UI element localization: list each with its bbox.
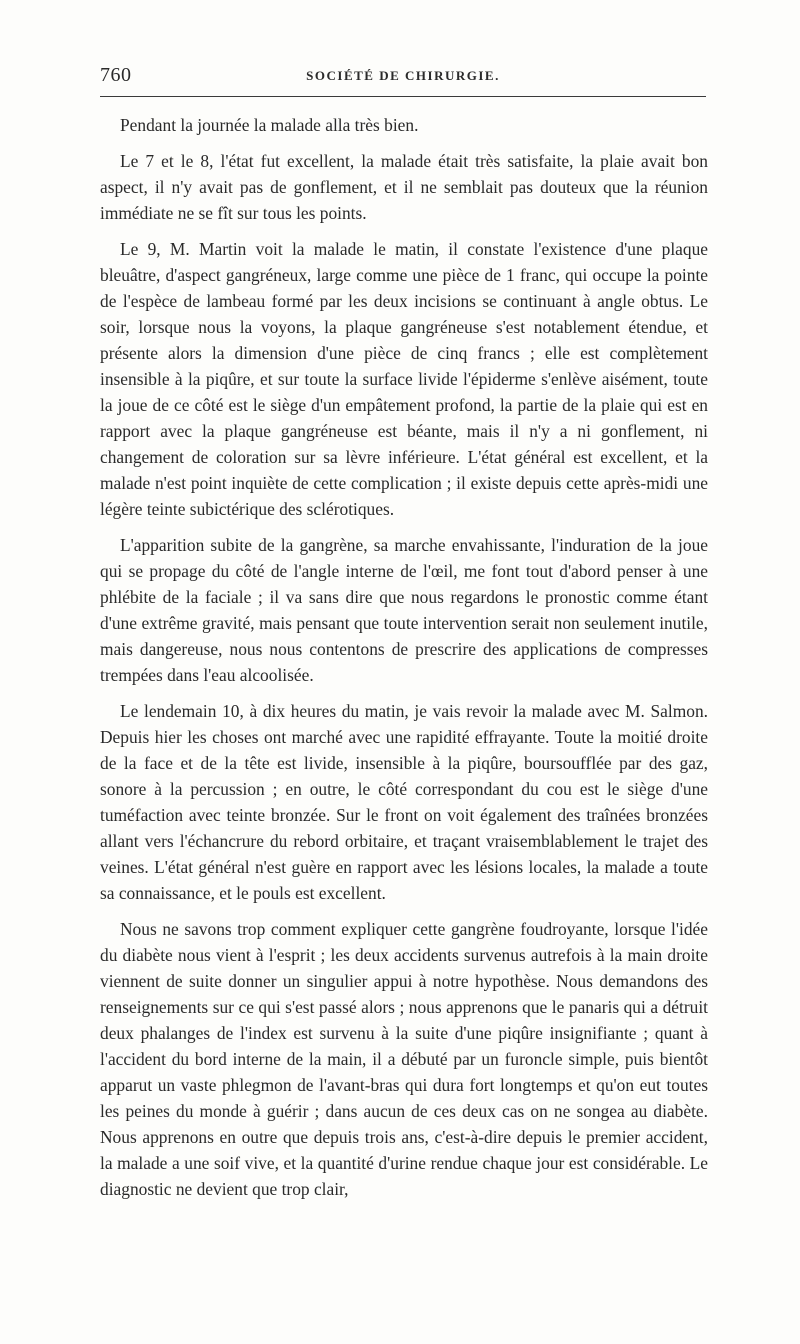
page-header (100, 64, 706, 88)
running-head: SOCIÉTÉ DE CHIRURGIE. (306, 68, 500, 83)
body-text (100, 112, 708, 1212)
paragraph: L'apparition subite de la gangrène, sa marche envahissante, l'induration de la joue qui se propage du côté de l'angle interne de l'œil, me font tout d'abord penser à une phlébite de la faciale ; il va sans dire que nous regardons le pronostic comme étant d'une extrême gravité, mais pensant que toute intervention serait non seulement inutile, mais dangereuse, nous nous contentons de prescrire des applications de compresses trempées dans l'eau alcoolisée. (100, 535, 708, 685)
paragraph: Nous ne savons trop comment expliquer cette gangrène foudroyante, lorsque l'idée du diabète nous vient à l'esprit ; les deux accidents survenus autrefois à la main droite viennent de suite donner un singulier appui à notre hypothèse. Nous demandons des renseignements sur ce qui s'est passé alors ; nous apprenons que le panaris qui a détruit deux phalanges de l'index est survenu à la suite d'une piqûre insignifiante ; quant à l'accident du bord interne de la main, il a débuté par un furoncle simple, puis bientôt apparut un vaste phlegmon de l'avant-bras qui dura fort longtemps et qu'on eut toutes les peines du monde à guérir ; dans aucun de ces deux cas on ne songea au diabète. Nous apprenons en outre que depuis trois ans, c'est-à-dire depuis le premier accident, la malade a une soif vive, et la quantité d'urine rendue chaque jour est considérable. Le diagnostic ne devient que trop clair, (100, 919, 708, 1199)
paragraph: Le 9, M. Martin voit la malade le matin, il constate l'existence d'une plaque bleuâtre, d'aspect gangréneux, large comme une pièce de 1 franc, qui occupe la pointe de l'espèce de lambeau formé par les deux incisions se continuant à angle obtus. Le soir, lorsque nous la voyons, la plaque gangréneuse s'est notablement étendue, et présente alors la dimension d'une pièce de cinq francs ; elle est complètement insensible à la piqûre, et sur toute la surface livide l'épiderme s'enlève aisément, toute la joue de ce côté est le siège d'un empâtement profond, la partie de la plaie qui est en rapport avec la plaque gangréneuse est béante, mais il n'y a ni gonflement, ni changement de coloration sur sa lèvre inférieure. L'état général est excellent, et la malade n'est point inquiète de cette complication ; il existe depuis cette après-midi une légère teinte subictérique des sclérotiques. (100, 239, 708, 519)
paragraph: Le 7 et le 8, l'état fut excellent, la malade était très satisfaite, la plaie avait bon aspect, il n'y avait pas de gonflement, et il ne semblait pas douteux que la réunion immédiate ne se fît sur tous les points. (100, 151, 708, 223)
page-number: 760 (100, 64, 132, 86)
header-rule (100, 96, 706, 97)
paragraph: Le lendemain 10, à dix heures du matin, je vais revoir la malade avec M. Salmon. Depuis hier les choses ont marché avec une rapidité effrayante. Toute la moitié droite de la face et de la tête est livide, insensible à la piqûre, boursoufflée par des gaz, sonore à la percussion ; en outre, le côté correspondant du cou est le siège d'une tuméfaction avec teinte bronzée. Sur le front on voit également des traînées bronzées allant vers l'échancrure du rebord orbitaire, et traçant vraisemblablement le trajet des veines. L'état général n'est guère en rapport avec les lésions locales, la malade a toute sa connaissance, et le pouls est excellent. (100, 701, 708, 903)
paragraph: Pendant la journée la malade alla très bien. (120, 115, 419, 135)
